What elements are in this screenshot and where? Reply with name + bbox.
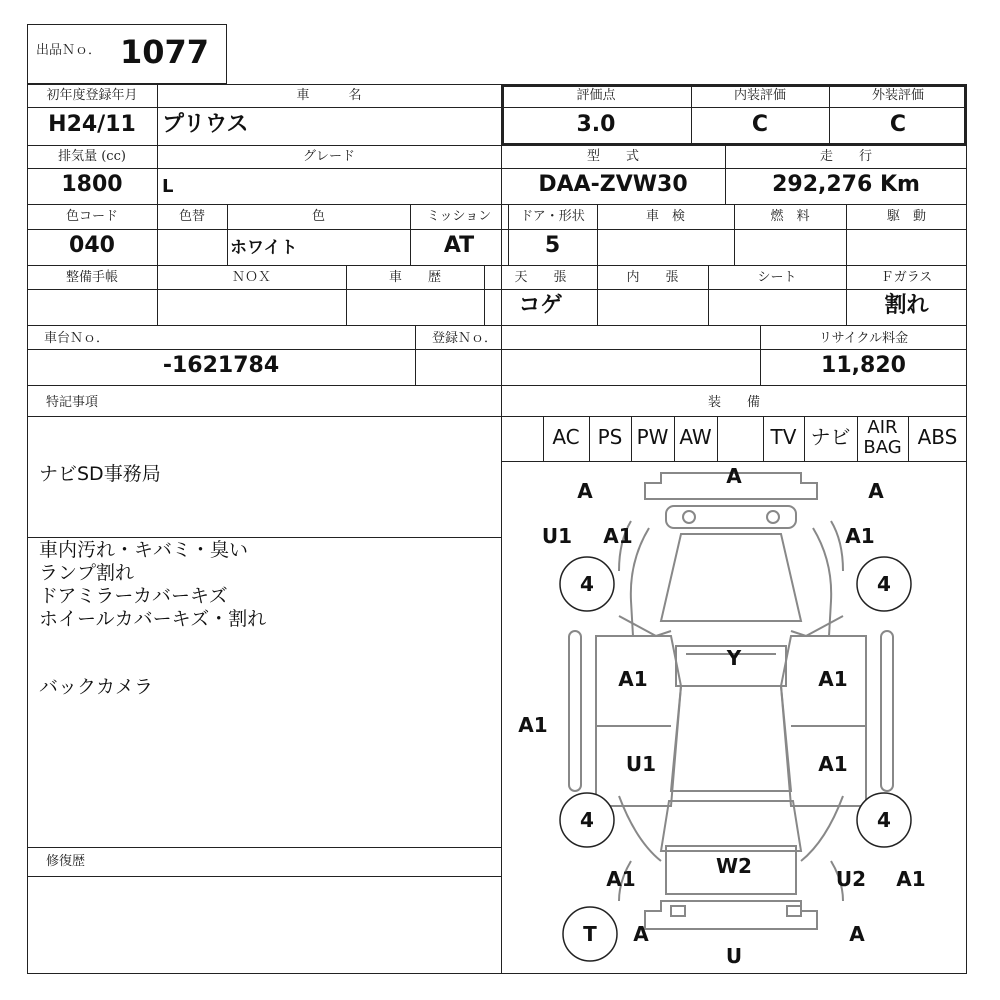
label-equipment: 装 備 (707, 395, 760, 410)
label-inspection: 車 検 (645, 209, 685, 224)
label-history: 車 歴 (388, 270, 441, 285)
value-car-name: プリウス (162, 112, 249, 137)
equip-aw: AW (679, 425, 712, 449)
rule (27, 349, 967, 350)
label-color: 色 (311, 209, 325, 224)
damage-rear-glass: W2 (716, 854, 752, 878)
rule (27, 265, 967, 266)
equip-airbag-1: AIR (867, 417, 898, 438)
value-score: 3.0 (576, 112, 616, 137)
value-model: DAA-ZVW30 (538, 172, 688, 197)
equip-ac: AC (552, 425, 580, 449)
label-front-glass: Ｆガラス (880, 270, 933, 285)
rule (27, 847, 501, 848)
value-headliner: コゲ (518, 293, 563, 318)
tire-rr: 4 (877, 808, 891, 832)
damage-rear-bumper-center: U (725, 944, 743, 968)
label-recycle-fee: リサイクル料金 (818, 331, 909, 346)
damage-u2-right-rear: U2 (835, 867, 867, 891)
label-mileage: 走 行 (819, 149, 872, 164)
label-nox: ＮＯＸ (231, 270, 271, 285)
label-reg-date: 初年度登録年月 (46, 88, 138, 103)
lot-number: 1077 (120, 33, 210, 71)
rule (27, 876, 501, 877)
damage-a1-right-upper: A1 (845, 524, 875, 548)
label-interior: 内装評価 (733, 88, 786, 103)
rule (27, 229, 967, 230)
car-diagram (501, 461, 967, 974)
value-chassis-no: -1621784 (162, 353, 280, 378)
damage-u1-left-rear-door: U1 (625, 752, 657, 776)
tire-fl: 4 (580, 572, 594, 596)
equip-navi: ナビ (810, 425, 851, 449)
damage-a1-right-front-door: A1 (818, 667, 848, 691)
value-mileage: 292,276 Km (772, 172, 920, 197)
value-color: ホワイト (230, 238, 298, 258)
label-door-shape: ドア・形状 (520, 209, 585, 224)
damage-top-center: A (726, 464, 742, 488)
equip-tv: TV (770, 425, 797, 449)
label-remarks: 特記事項 (46, 395, 99, 410)
damage-rear-bumper-right: A (849, 922, 865, 946)
note-bottom: バックカメラ (39, 676, 154, 698)
equip-ps: PS (597, 425, 623, 449)
label-score: 評価点 (576, 88, 616, 103)
damage-u1-left: U1 (541, 524, 573, 548)
label-chassis-no: 車台Ｎｏ． (44, 331, 110, 346)
tire-rl: 4 (580, 808, 594, 832)
spare-tire: T (583, 922, 597, 946)
rule (27, 385, 967, 386)
value-grade: L (162, 176, 174, 197)
label-fuel: 燃 料 (770, 209, 810, 224)
label-headliner: 天 張 (514, 270, 567, 285)
equip-airbag-2: BAG (863, 437, 902, 458)
label-reg-no: 登録Ｎｏ． (432, 331, 498, 346)
value-reg-date: H24/11 (48, 112, 136, 137)
value-recycle-fee: 11,820 (821, 353, 906, 378)
damage-a1-left-side: A1 (518, 713, 548, 737)
rule (415, 325, 416, 385)
label-drive: 駆 動 (886, 209, 926, 224)
label-transmission: ミッション (426, 209, 492, 224)
damage-roof: Y (726, 646, 742, 670)
rule (27, 168, 967, 169)
value-color-code: 040 (69, 233, 115, 258)
note-line-2: ランプ割れ (39, 562, 135, 584)
note-line-1: 車内汚れ・キバミ・臭い (39, 539, 249, 561)
lot-label: 出品Ｎｏ． (36, 43, 102, 58)
damage-a1-left-upper: A1 (603, 524, 633, 548)
value-transmission: AT (443, 233, 475, 258)
note-line-4: ホイールカバーキズ・割れ (39, 608, 267, 630)
label-displacement: 排気量 (cc) (58, 149, 126, 164)
rule (27, 325, 967, 326)
damage-a1-left-rear: A1 (606, 867, 636, 891)
value-interior: C (751, 112, 769, 137)
damage-top-left: A (577, 479, 593, 503)
label-seat: シート (757, 270, 797, 285)
label-inner-trim: 内 張 (626, 270, 679, 285)
label-service-book: 整備手帳 (65, 270, 118, 285)
damage-top-right: A (868, 479, 884, 503)
equip-abs: ABS (917, 425, 958, 449)
label-car-name: 車 名 (296, 88, 362, 103)
value-exterior: C (889, 112, 907, 137)
label-color-change: 色替 (178, 209, 205, 224)
rule (27, 289, 967, 290)
rule (27, 537, 501, 538)
equip-pw: PW (636, 425, 669, 449)
label-exterior: 外装評価 (871, 88, 924, 103)
value-door-shape: 5 (544, 233, 561, 258)
label-repair-history: 修復歴 (46, 854, 86, 869)
rule (27, 204, 967, 205)
note-line-3: ドアミラーカバーキズ (39, 585, 228, 607)
label-model: 型 式 (586, 149, 639, 164)
damage-a1-right-rear: A1 (896, 867, 926, 891)
note-top: ナビSD事務局 (39, 463, 161, 485)
value-front-glass: 割れ (884, 293, 929, 318)
value-displacement: 1800 (61, 172, 123, 197)
label-color-code: 色コード (65, 209, 118, 224)
rule (717, 416, 718, 461)
label-grade: グレード (302, 149, 355, 164)
tire-fr: 4 (877, 572, 891, 596)
damage-a1-right-rear-door: A1 (818, 752, 848, 776)
damage-a1-left-front-door: A1 (618, 667, 648, 691)
damage-rear-bumper-left: A (633, 922, 649, 946)
